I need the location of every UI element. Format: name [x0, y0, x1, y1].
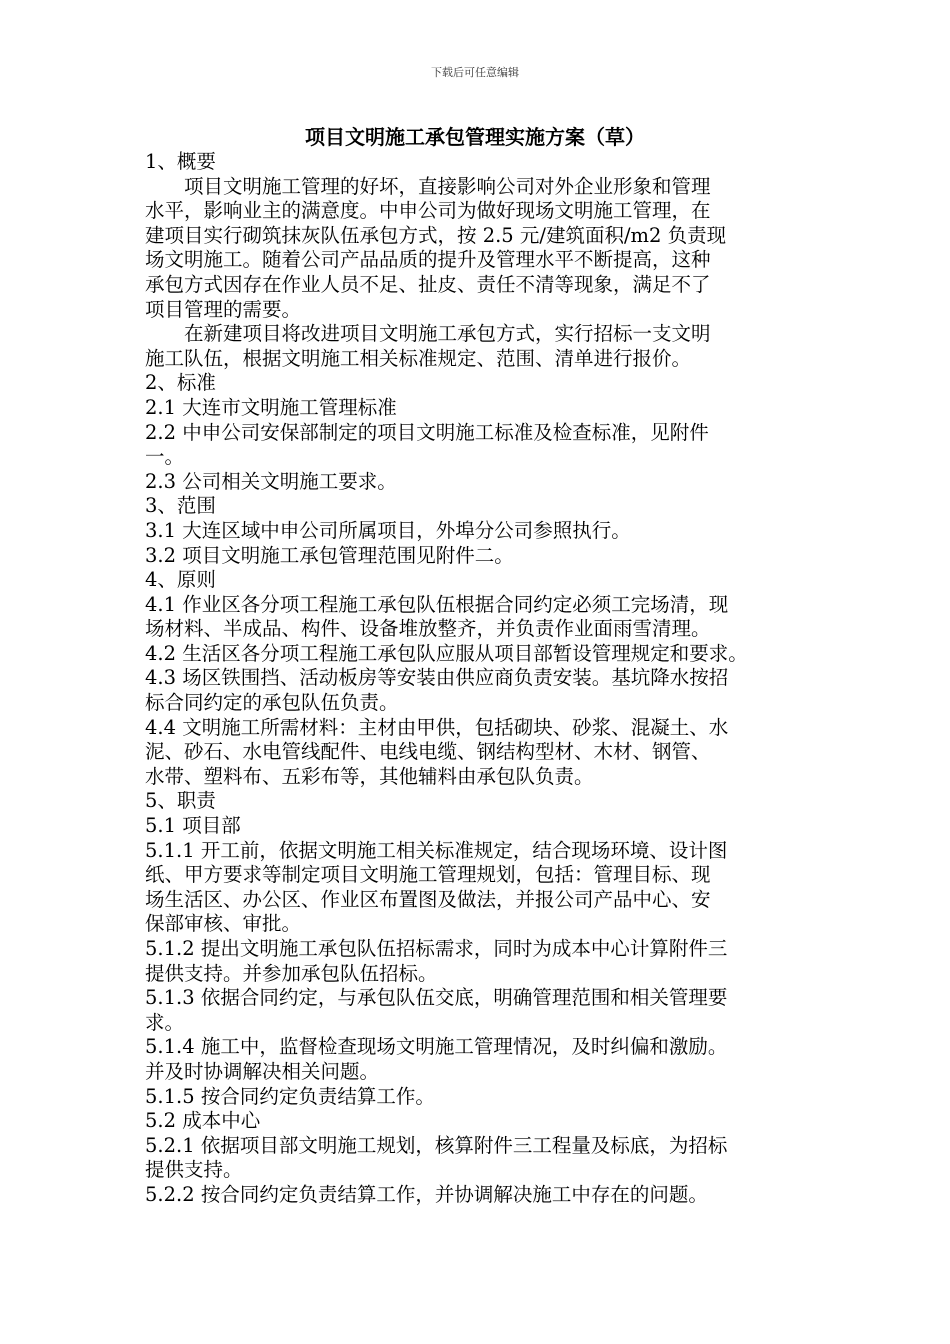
text-line: 5.1.3 依据合同约定，与承包队伍交底，明确管理范围和相关管理要	[145, 986, 728, 1010]
text-line: 纸、甲方要求等制定项目文明施工管理规划，包括：管理目标、现	[145, 863, 711, 887]
text-line: 泥、砂石、水电管线配件、电线电缆、钢结构型材、木材、钢管、	[145, 740, 711, 764]
text-line: 在新建项目将改进项目文明施工承包方式，实行招标一支文明	[145, 322, 711, 346]
text-line: 求。	[145, 1010, 185, 1034]
text-line: 水带、塑料布、五彩布等，其他辅料由承包队负责。	[145, 764, 594, 788]
text-line: 承包方式因存在作业人员不足、扯皮、责任不清等现象，满足不了	[145, 272, 711, 296]
text-line: 5、职责	[145, 789, 216, 813]
text-line: 建项目实行砌筑抹灰队伍承包方式，按 2.5 元/建筑面积/m2 负责现	[145, 223, 727, 247]
text-line: 标合同约定的承包队伍负责。	[145, 691, 399, 715]
text-line: 5.1.2 提出文明施工承包队伍招标需求，同时为成本中心计算附件三	[145, 937, 728, 960]
text-line: 4.3 场区铁围挡、活动板房等安装由供应商负责安装。基坑降水按招	[145, 666, 729, 690]
text-line: 项目文明施工管理的好坏，直接影响公司对外企业形象和管理	[145, 174, 711, 198]
text-line: 5.2 成本中心	[145, 1109, 261, 1133]
text-line: 3.1 大连区域中申公司所属项目，外埠分公司参照执行。	[145, 518, 631, 542]
text-line: 4.1 作业区各分项工程施工承包队伍根据合同约定必须工完场清，现	[145, 592, 729, 616]
text-line: 5.1.4 施工中，监督检查现场文明施工管理情况，及时纠偏和激励。	[145, 1035, 728, 1059]
text-line: 2、标准	[145, 371, 216, 395]
text-line: 2.3 公司相关文明施工要求。	[145, 469, 397, 493]
text-line: 施工队伍，根据文明施工相关标准规定、范围、清单进行报价。	[145, 346, 692, 370]
text-line: 5.2.1 依据项目部文明施工规划，核算附件三工程量及标底，为招标	[145, 1133, 728, 1157]
text-line: 场材料、半成品、构件、设备堆放整齐，并负责作业面雨雪清理。	[145, 617, 711, 641]
text-line: 5.1 项目部	[145, 814, 241, 838]
text-line: 4.2 生活区各分项工程施工承包队应服从项目部暂设管理规定和要求。	[145, 641, 748, 665]
text-line: 5.1.1 开工前，依据文明施工相关标准规定，结合现场环境、设计图	[145, 838, 728, 862]
text-line: 水平，影响业主的满意度。中申公司为做好现场文明施工管理，在	[145, 199, 711, 223]
document-title: 项目文明施工承包管理实施方案（草）	[305, 125, 645, 149]
text-line: 5.1.5 按合同约定负责结算工作。	[145, 1084, 435, 1108]
text-line: 项目管理的需要。	[145, 297, 302, 321]
text-line: 提供支持。	[145, 1158, 243, 1182]
text-line: 场文明施工。随着公司产品品质的提升及管理水平不断提高，这种	[145, 248, 711, 272]
text-line: 1、概要	[145, 150, 216, 173]
document-body	[145, 150, 815, 1208]
text-line: 4.4 文明施工所需材料：主材由甲供，包括砌块、砂浆、混凝土、水	[145, 715, 729, 739]
text-line: 4、原则	[145, 568, 216, 592]
text-line: 提供支持。并参加承包队伍招标。	[145, 961, 438, 985]
text-line: 保部审核、审批。	[145, 912, 302, 936]
text-line: 场生活区、办公区、作业区布置图及做法，并报公司产品中心、安	[145, 887, 711, 911]
text-line: 一。	[145, 445, 185, 469]
text-line: 3.2 项目文明施工承包管理范围见附件二。	[145, 543, 514, 567]
text-line: 并及时协调解决相关问题。	[145, 1059, 380, 1083]
page-header-note: 下载后可任意编辑	[431, 66, 519, 79]
text-line: 2.2 中申公司安保部制定的项目文明施工标准及检查标准，见附件	[145, 420, 709, 444]
text-line: 3、范围	[145, 494, 216, 518]
text-line: 2.1 大连市文明施工管理标准	[145, 395, 397, 419]
text-line: 5.2.2 按合同约定负责结算工作，并协调解决施工中存在的问题。	[145, 1182, 708, 1206]
